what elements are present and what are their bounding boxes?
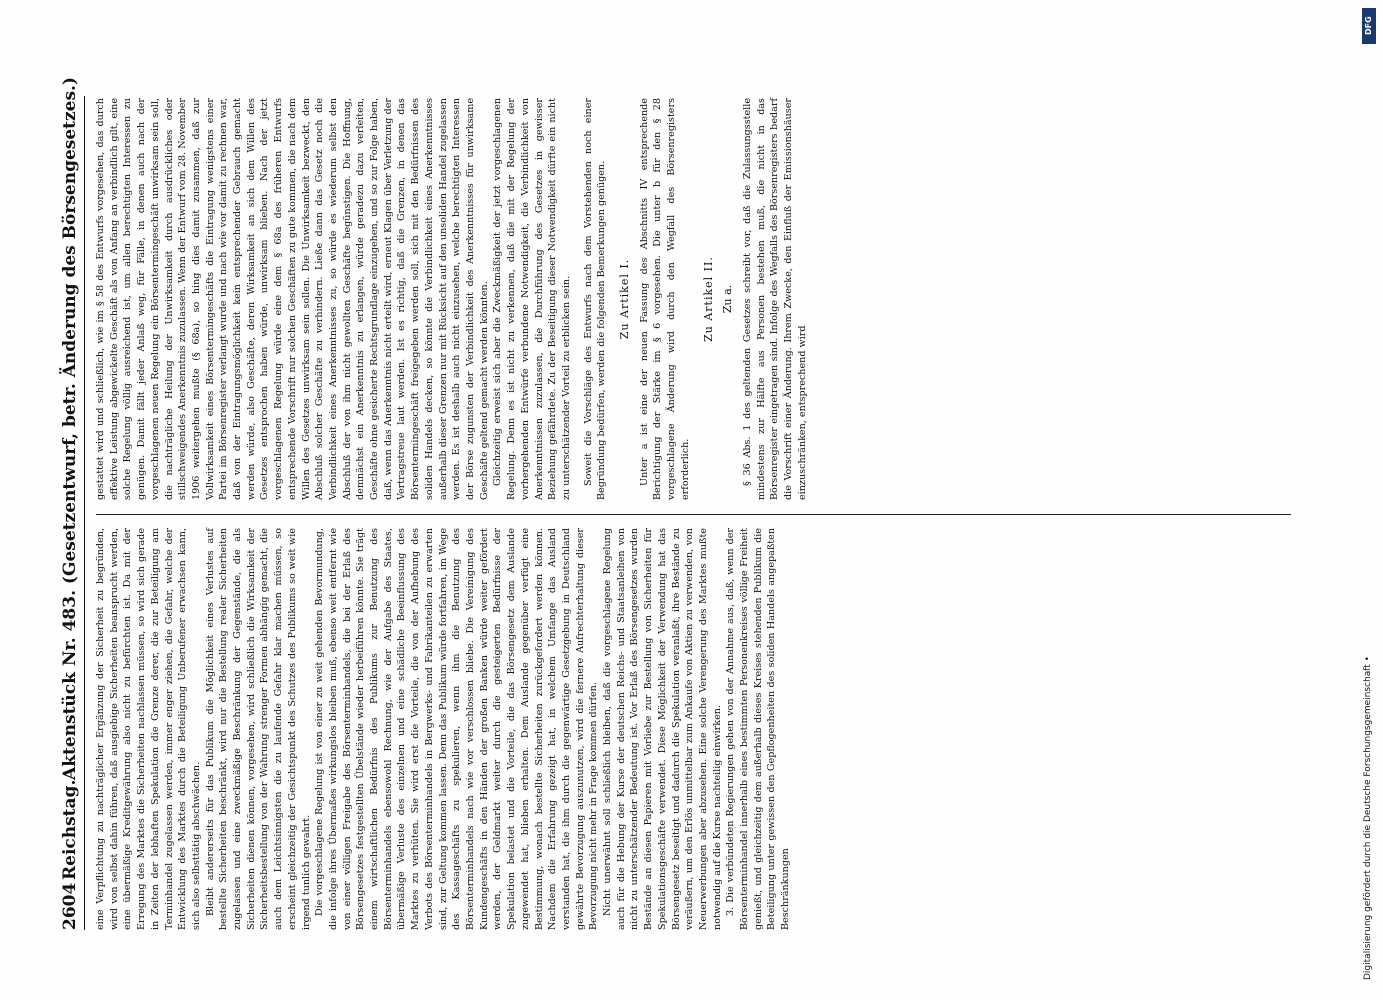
page-title: Aktenstück Nr. 483. (Gesetzentwurf, betr. Änderung des Börsengesetzes.) xyxy=(60,76,80,780)
chamber-name: Reichstag. xyxy=(60,779,80,880)
paragraph: Die vorgeschlagene Regelung ist von einer zu weit gehenden Bevormundung, die infolge ihres Übermaßes wirkungslos bleiben muß, ebenso weit entfernt wie von einer völligen Freigabe des Börsenterminhandels, die bei der Erlaß des Börsengesetzes festgestellten Übelstände wieder herbeiführen könnte. Sie trägt einem wirtschaftlichen Bedürfnis des Publikums zur Benutzung des Börsenterminhandels ebensowohl Rechnung, wie der Aufgabe des Staates, übermäßige Verluste des einzelnen und eine schädliche Beeinflussung des Marktes zu verhüten. Sie wird erst die Vorteile, die von der Aufhebung des Verbots des Börsenterminhandels in Bergwerks- und Fabrikanteilen zu erwarten sind, zur Geltung kommen lassen. Denn das Publikum würde fortfahren, im Wege des Kassageschäfts zu spekulieren, wenn ihm die Benutzung des Börsenterminhandels nach wie vor verschlossen bliebe. Die Vereinigung des Kundengeschäfts in den Händen der großen Banken würde weiter gefördert werden, der Geldmarkt weiter durch die gesteigerten Bedürfnisse der Spekulation belastet und die Vorteile, die das Börsengesetz dem Auslande zugewendet hat, blieben erhalten. Dem Auslande gegenüber verfügt eine Bestimmung, wonach bestellte Sicherheiten zurückgefordert werden können. Nachdem die Erfahrung gezeigt hat, in welchem Umfange das Ausland verstanden hat, die ihm durch die gegenwärtige Gesetzgebung in Deutschland gewährte Bevorzugung auszunutzen, wird die fernere Aufrechterhaltung dieser Bevorzugung nicht mehr in Frage kommen dürfen. xyxy=(314,528,600,930)
dfg-logo: DFG xyxy=(1362,8,1376,44)
paragraph: Bleibt andererseits für das Publikum die Möglichkeit eines Verlustes auf bestellte Sicherheiten beschränkt, wird nur die Bestellung realer Sicherheiten zugelassen und eine zweckmäßige Beschränkung der Gegenstände, die als Sicherheiten dienen können, vorgesehen, wird schließlich die Wirksamkeit der Sicherheitsbestellung von der Wahrung strenger Formen abhängig gemacht, die auch dem Leichtsinnigsten die zu laufende Gefahr klar machen müssen, so erscheint gleichzeitig der Gesichtspunkt des Schutzes des Publikums so weit wie irgend tunlich gewahrt. xyxy=(204,528,312,930)
subsection-heading: Zu a. xyxy=(721,284,735,314)
section-heading: Zu Artikel I. xyxy=(618,258,632,340)
digitization-note-text: Digitalisierung gefördert durch die Deutsche Forschungsgemeinschaft • xyxy=(1363,656,1373,980)
page-header xyxy=(60,76,85,930)
paragraph: Soweit die Vorschläge des Entwurfs nach dem Vorstehenden noch einer Begründung bedürfen, werden die folgenden Bemerkungen genügen. xyxy=(582,98,608,500)
right-column xyxy=(94,98,809,500)
paragraph: Unter a ist eine der neuen Fassung des Abschnitts IV entsprechende Berichtigung der Stärke im § 6 vorgesehen. Die unter b für den § 28 vorgeschlagene Änderung wird durch den Wegfall des Börsenregisters erforderlich. xyxy=(638,98,691,500)
section-heading: Zu Artikel II. xyxy=(701,256,715,342)
paragraph: eine Verpflichtung zu nachträglicher Ergänzung der Sicherheit zu begründen, wird von selbst dahin führen, daß ausgiebige Sicherheiten beansprucht werden, eine übermäßige Kreditgewährung also nicht zu befürchten ist. Da mit der Erregung des Marktes die Sicherheiten nachlassen müssen, so wird sich gerade in Zeiten der lebhaften Spekulation die Grenze derer, die zur Beteiligung am Terminhandel zugelassen werden, immer enger ziehen, die Gefahr, welche der Entwicklung des Marktes durch die Beteiligung Unberufener erwachsen kann, sich also selbsttätig abschwächen. xyxy=(95,528,202,930)
page-number: 2604 xyxy=(60,882,80,930)
paragraph: Nicht unerwähnt soll schließlich bleiben, daß die vorgeschlagene Regelung auch für die Hebung der Kurse der deutschen Reichs- und Staatsanleihen von nicht zu unterschätzender Bedeutung ist. Vor Erlaß des Börsengesetzes wurden Bestände an diesen Papieren mit Vorliebe zur Bestellung von Sicherheiten für Spekulationsgeschäfte verwendet. Diese Möglichkeit der Verwendung hat das Börsengesetz beseitigt und dadurch die Spekulation veranlaßt, ihre Bestände zu veräußern, um den Erlös unmittelbar zum Ankaufe von Aktien zu verwenden, von Neuerwerbungen aber abzusehen. Eine solche Verengerung des Marktes mußte notwendig auf die Kurse nachteilig einwirken. xyxy=(602,528,723,930)
paragraph: 3. Die verbündeten Regierungen gehen von der Annahme aus, daß, wenn der Börsenterminhandel innerhalb eines bestimmten Personenkreises völlige Freiheit genießt, und gleichzeitig dem außerhalb dieses Kreises stehenden Publikum die Beteiligung unter gewissen den Gepflogenheiten des soliden Handels angepaßten Beschränkungen xyxy=(725,528,792,930)
paragraph: § 36 Abs. 1 des geltenden Gesetzes schreibt vor, daß die Zulassungsstelle mindestens zur Hälfte aus Personen bestehen muß, die nicht in das Börsenregister eingetragen sind. Infolge des Wegfalls des Börsenregisters bedarf die Vorschrift einer Änderung. Ihrem Zwecke, den Einfluß der Emissionshäuser einzuschränken, entsprechend wird xyxy=(741,98,808,500)
column-divider xyxy=(96,514,1291,515)
left-column xyxy=(94,528,793,930)
paragraph: gestattet wird und schließlich, wie im § 58 des Entwurfs vorgesehen, das durch effektive Leistung abgewickelte Geschäft als von Anfang an verbindlich gilt, eine solche Regelung völlig ausreichend ist, um allen berechtigten Interessen zu genügen. Damit fällt jeder Anlaß weg, für Fälle, in denen auch nach der vorgeschlagenen neuen Regelung ein Börsentermingeschäft unwirksam sein soll, die nachträgliche Heilung der Unwirksamkeit durch ausdrückliches oder stillschweigendes Anerkenntnis zuzulassen. Wenn der Entwurf vom 28. November 1906 weitergehen mußte (§ 68a), so hing dies damit zusammen, daß zur Vollwirksamkeit eines Börsentermingeschäfts die Eintragung wenigstens einer Partei im Börsenregister verlangt wurde und nach wie vor damit zu rechnen war, daß von der Eintragungsmöglichkeit kein entsprechender Gebrauch gemacht werden würde, also Geschäfte, deren Wirksamkeit an sich dem Willen des Gesetzes entsprochen haben würde, unwirksam blieben. Nach der jetzt vorgeschlagenen Regelung würde eine dem § 68a des früheren Entwurfs entsprechende Vorschrift nur solchen Geschäften zu gute kommen, die nach dem Willen des Gesetzes unwirksam sein sollen. Die Unwirksamkeit bezweckt, den Abschluß solcher Geschäfte zu verhindern. Ließe dann das Gesetz noch die Verbindlichkeit eines Anerkenntnisses zu, so würde es wiederum selbst den Abschluß der von ihm nicht gewollten Geschäfte begünstigen. Die Hoffnung, demnächst ein Anerkenntnis zu erlangen, würde geradezu dazu verleiten, Geschäfte ohne gesicherte Rechtsgrundlage einzugehen, und so zur Folge haben, daß, wenn das Anerkenntnis nicht erteilt wird, erneut Klagen über Verletzung der Vertragstreue laut werden. Ist es richtig, daß die Grenzen, in denen das Börsentermingeschäft freigegeben werden soll, sich mit den Bedürfnissen des soliden Handels decken, so könnte die Verbindlichkeit eines Anerkenntnisses außerhalb dieser Grenzen nur mit Rücksicht auf den unsoliden Handel zugelassen werden. Es ist deshalb auch nicht einzusehen, welche berechtigten Interessen der Börse zugunsten der Verbindlichkeit des Anerkenntnisses für unwirksame Geschäfte geltend gemacht werden könnten. xyxy=(95,98,490,500)
digitization-note xyxy=(1360,20,1380,980)
paragraph: Gleichzeitig erweist sich aber die Zweckmäßigkeit der jetzt vorgeschlagenen Regelung. Denn es ist nicht zu verkennen, daß die mit der Regelung der vorhergehenden Entwürfe verbundene Notwendigkeit, die Verbindlichkeit von Anerkenntnissen zuzulassen, die Durchführung des Gesetzes in gewisser Beziehung gefährdete. Zu der Beseitigung dieser Notwendigkeit dürfte ein nicht zu unterschätzender Vorteil zu erblicken sein. xyxy=(492,98,572,500)
